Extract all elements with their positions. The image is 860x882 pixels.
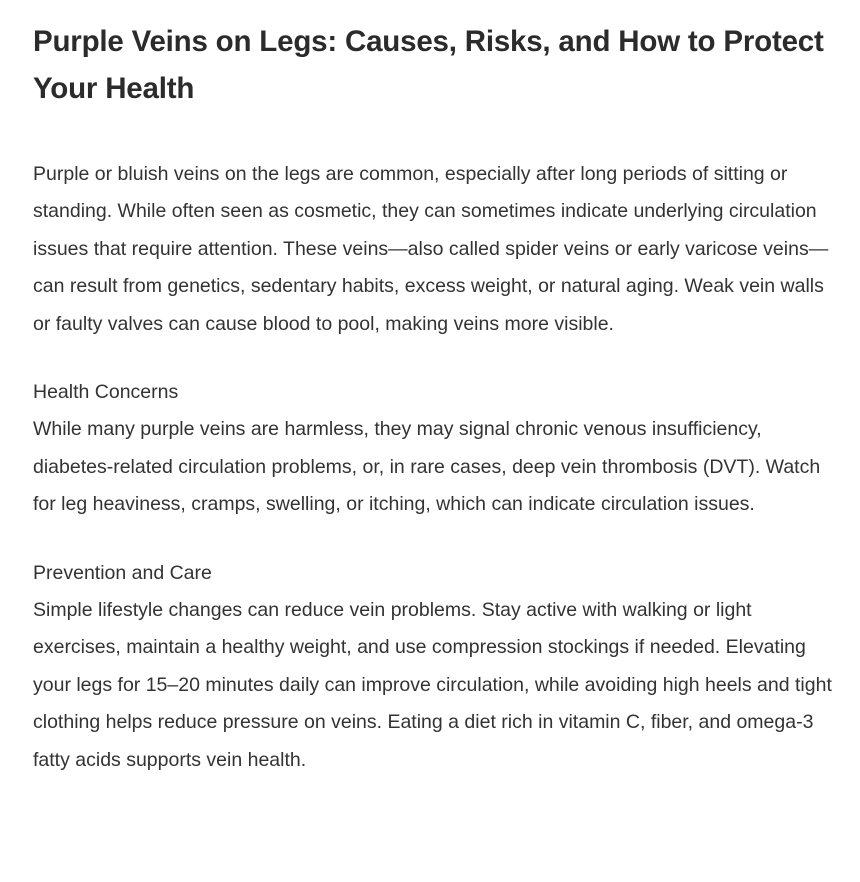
intro-paragraph: Purple or bluish veins on the legs are common, especially after long periods of sitting or standing. While often seen as cosmetic, they can sometimes indicate underlying circulation issues that require attention. These veins—also called spider veins or early varicose veins—can result from genetics, sedentary habits, excess weight, or natural aging. Weak vein walls or faulty valves can cause blood to pool, making veins more visible. [33, 163, 829, 335]
section-paragraph: While many purple veins are harmless, they may signal chronic venous insufficiency, diabetes-related circulation problems, or, in rare cases, deep vein thrombosis (DVT). Watch for leg heaviness, cramps, swelling, or itching, which can indicate circulation issues. [33, 418, 821, 516]
section-health-concerns [33, 374, 843, 524]
article-title: Purple Veins on Legs: Causes, Risks, and How to Protect Your Health [33, 25, 824, 105]
section-heading: Health Concerns [33, 381, 179, 404]
section-prevention-care [33, 555, 843, 779]
article [33, 18, 843, 779]
section-paragraph: Simple lifestyle changes can reduce vein problems. Stay active with walking or light exercises, maintain a healthy weight, and use compression stockings if needed. Elevating your legs for 15–20 minutes daily can improve circulation, while avoiding high heels and tight clothing helps reduce pressure on veins. Eating a diet rich in vitamin C, fiber, and omega-3 fatty acids supports vein health. [33, 599, 832, 771]
section-heading: Prevention and Care [33, 561, 212, 584]
